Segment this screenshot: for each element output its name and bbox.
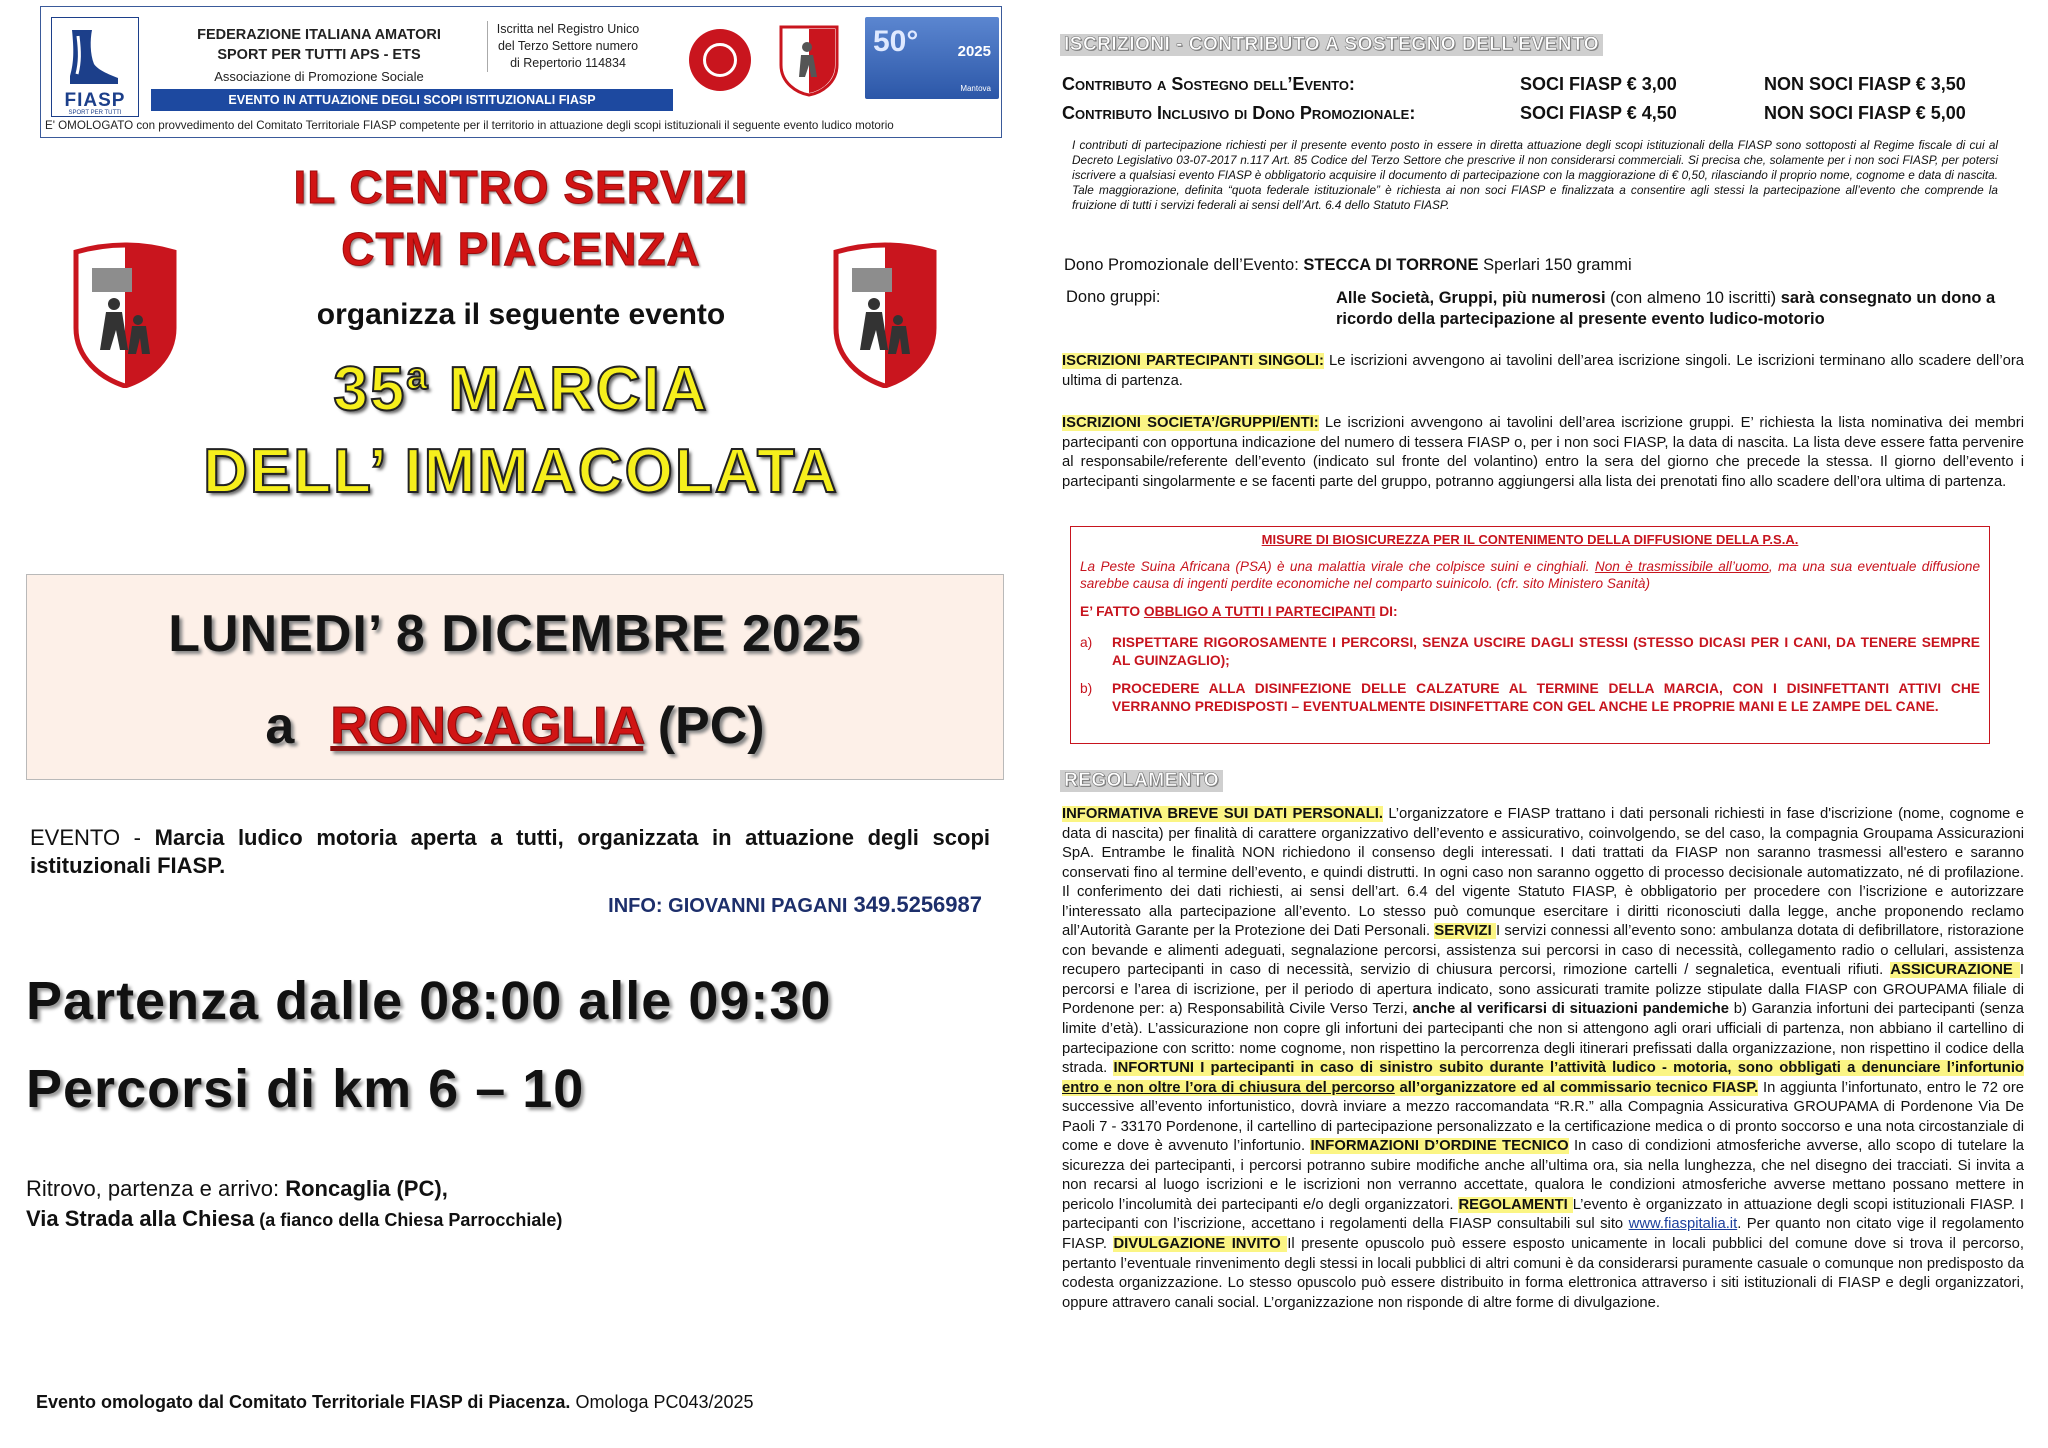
fiasp-boot-icon: [64, 26, 122, 88]
event-edition-sup: a: [406, 355, 430, 398]
gruppi-mid: (con almeno 10 iscritti): [1605, 289, 1781, 307]
event-title1: MARCIA: [429, 355, 709, 424]
iscrizioni-heading: ISCRIZIONI - CONTRIBUTO A SOSTEGNO DELL’EVENTO: [1060, 34, 1603, 56]
regolamento-heading: REGOLAMENTO: [1060, 770, 1223, 792]
item-b-text: PROCEDERE ALLA DISINFEZIONE DELLE CALZATURE AL TERMINE DELLA MARCIA, CON I DISINFETTANTI ATTIVI CHE VERRANNO PREDISPOSTI – EVENTUALMENTE DISINFETTARE CON GEL ANCHE LE PROPRIE MANI E LE ZAMPE DEL CANE.: [1112, 681, 1980, 714]
federazione-line1: FEDERAZIONE ITALIANA AMATORI: [197, 27, 441, 43]
biosicurezza-title: MISURE DI BIOSICUREZZA PER IL CONTENIMENTO DELLA DIFFUSIONE DELLA P.S.A.: [1261, 532, 1799, 547]
evento-istituzionale-bar: EVENTO IN ATTUAZIONE DEGLI SCOPI ISTITUZIONALI FIASP: [151, 89, 673, 111]
psa-u: Non è trasmissibile all’uomo: [1594, 559, 1769, 574]
row2-label: Contributo Inclusivo di Dono Promozionale:: [1062, 103, 1416, 123]
partenza-line: Partenza dalle 08:00 alle 09:30: [26, 971, 832, 1031]
ritrovo-street: Via Strada alla Chiesa: [26, 1206, 255, 1231]
logo-50-city: Mantova: [960, 84, 991, 93]
organizer-line1: IL CENTRO SERVIZI: [293, 161, 749, 213]
divulgazione-text: Il presente opuscolo può essere esposto unicamente in locali pubblici del comune dove si trova il percorso, pertanto l’eventuale rinvenimento degli stessi in locali pubblici di altri comuni è da considerarsi puramente casuale o comunque non predisposto da codesta organizzazione. Lo stesso opuscolo può essere distribuito in forma elettronica attraverso i siti istituzionali di FIASP e degli organizzatori, oppure attravero canali social. L’organizzazione non risponde di altre forme di divulgazione.: [1062, 1236, 2025, 1311]
registro-line1: Iscritta nel Registro Unico: [496, 22, 640, 36]
fiasp-50-anniversary-logo: [865, 17, 999, 99]
obbligo-u: OBBLIGO A TUTTI I PARTECIPANTI: [1143, 604, 1376, 619]
fiasp-logo-sub: SPORT PER TUTTI: [68, 110, 122, 116]
organizer-line2: CTM PIACENZA: [341, 223, 701, 275]
ritrovo-label: Ritrovo, partenza e arrivo:: [26, 1176, 286, 1201]
event-place: [26, 696, 1004, 756]
fiasp-logo-text: FIASP: [64, 90, 126, 111]
place-prov: (PC): [643, 697, 765, 755]
row2-nonsoci: NON SOCI FIASP € 5,00: [1764, 103, 1966, 123]
event-edition: 35: [333, 355, 407, 424]
fiasp-logo: [51, 17, 139, 117]
infortuni-text: In aggiunta l’infortunato, entro le 72 ore successive all’evento infortunistico, dovrà inviare a mezzo raccomandata “R.R.” alla Compagnia Assicurativa GROUPAMA di Pordenone Via De Paoli 7 - 33170 Pordenone, il cartellino di partecipazione personalizzato e la certificazione medica o di pronto soccorso e una nota circostanziale di come e dove è avvenuto l’infortunio.: [1062, 1079, 2025, 1155]
info-label: INFO:: [608, 895, 669, 917]
infortuni-b: all’organizzatore ed al commissario tecnico FIASP.: [1394, 1079, 1759, 1096]
societa-text: Le iscrizioni avvengono ai tavolini dell’area iscrizione gruppi. E’ richiesta la lista nominativa dei membri partecipanti con opportuna indicazione del numero di tessera FIASP o, per i non soci FIASP, la data di nascita. La lista deve essere fatta pervenire al responsabile/referente dell’evento (indicato sul fronte del volantino) entro la sera del giorno che precede la stessa. Il giorno dell’evento i partecipanti singolarmente e se facenti parte del gruppo, potranno aggiungersi alla lista dei prenotati fino allo scadere dell’ora ultima di partenza.: [1062, 415, 2024, 490]
ctm-small-shield-icon: [777, 21, 841, 97]
dono-promozionale: [1064, 256, 1994, 275]
privacy-label: INFORMATIVA BREVE SUI DATI PERSONALI.: [1062, 806, 1383, 822]
societa-label: ISCRIZIONI SOCIETA’/GRUPPI/ENTI:: [1062, 415, 1319, 431]
item-a-letter: a): [1080, 635, 1093, 650]
singoli-label: ISCRIZIONI PARTECIPANTI SINGOLI:: [1062, 353, 1324, 369]
divulgazione-label: DIVULGAZIONE INVITO: [1113, 1236, 1288, 1253]
singoli-text: Le iscrizioni avvengono ai tavolini dell’area iscrizione singoli. Le iscrizioni terminano allo scadere dell’ora ultima di partenza.: [1062, 353, 2025, 389]
federazione-title: [161, 25, 477, 65]
registro-line3: di Repertorio 114834: [510, 56, 626, 70]
row1-soci: SOCI FIASP € 3,00: [1520, 74, 1677, 94]
dono-gruppi-label: Dono gruppi:: [1066, 288, 1161, 306]
assicurazione-bold: anche al verificarsi di situazioni pandemiche: [1412, 1001, 1729, 1018]
percorsi-line: Percorsi di km 6 – 10: [26, 1059, 585, 1119]
associazione: Associazione di Promozione Sociale: [214, 69, 424, 84]
dono-label: Dono Promozionale dell’Evento:: [1064, 256, 1304, 274]
regolamenti-text1: L’evento è organizzato in attuazione degli scopi istituzionali FIASP. I partecipanti con l’iscrizione, accettano i regolamenti della FIASP consultabili sul sito: [1062, 1196, 2024, 1233]
servizi-label: SERVIZI: [1434, 923, 1496, 940]
contributi-note: I contributi di partecipazione richiesti per il presente evento posto in essere in diretta attuazione degli scopi istituzionali della FIASP sono sottoposti al Regime fiscale di cui al Decreto Legislativo 03-07-2017 n.117 Art. 85 Codice del Terzo Settore che prescrive il non considerarsi commerciali. Si precisa che, solamente per i non soci FIASP, per potersi iscrivere a qualsiasi evento FIASP è obbligatorio acquisire il documento di partecipazione con la maggiorazione di € 0,50, rilasciando il proprio nome, cognome e data di nascita. Tale maggiorazione, definita “quota federale istituzionale” è richiesta ai non soci FIASP e finalizzata a consentire agli stessi la partecipazione all’evento che comprende la fruizione di tutti i servizi federali ai sensi dell’Art. 6.4 dello Statuto FIASP.: [1072, 138, 1998, 212]
regolamenti-label: REGOLAMENTI: [1458, 1196, 1573, 1213]
privacy-text: L’organizzatore e FIASP trattano i dati personali richiesti in fase d'iscrizione (nome, cognome e data di nascita) per finalità di carattere organizzativo dell’evento e assicurativo, coinvolgendo, se del caso, la compagnia Groupama Assicurazioni SpA. Entrambe le finalità NON richiedono il consenso degli interessati. I dati trattati da FIASP non saranno trasmessi all'estero e saranno conservati fino al termine dell’evento, e quindi distrutti. In ogni caso non saranno oggetto di processo decisionale automatizzato, né di profilazione. Il conferimento dei dati richiesti, ai sensi dell’art. 6.4 del vigente Statuto FIASP, è obbligatorio per procedere con l’iscrizione e autorizzare l’interessato alla partecipazione all’evento. Lo stesso può comunque esercitare i diritti riconosciuti dalla legge, anche proponendo reclamo all’Autorità Garante per la Protezione dei Dati Personali.: [1062, 806, 2025, 940]
row1-label: Contributo a Sostegno dell’Evento:: [1062, 74, 1355, 94]
desc-label: EVENTO -: [30, 825, 155, 850]
logo-50-number: 50°: [873, 25, 919, 58]
item-a-text: RISPETTARE RIGOROSAMENTE I PERCORSI, SENZA USCIRE DAGLI STESSI (STESSO DICASI PER I CANI, DA TENERE SEMPRE AL GUINZAGLIO);: [1112, 635, 1980, 668]
place-prefix: a: [265, 697, 295, 755]
footer-normal: Omologa PC043/2025: [570, 1392, 754, 1412]
info-name: GIOVANNI PAGANI: [668, 895, 848, 917]
iscrizioni-societa: [1062, 414, 2024, 492]
gruppi-bold2: sarà consegnato un dono a ricordo della partecipazione al presente evento ludico-motorio: [1336, 289, 1996, 328]
footer-bold: Evento omologato dal Comitato Territoriale FIASP di Piacenza.: [36, 1392, 571, 1412]
psa-a: La Peste Suina Africana (PSA) è una malattia virale che colpisce suini e cinghiali.: [1080, 559, 1595, 574]
assicurazione-label: ASSICURAZIONE: [1890, 962, 2020, 979]
ritrovo-note: (a fianco della Chiesa Parrocchiale): [254, 1210, 563, 1230]
row2-soci: SOCI FIASP € 4,50: [1520, 103, 1677, 123]
tecnico-label: INFORMAZIONI D’ORDINE TECNICO: [1310, 1138, 1569, 1155]
fiasp-site-link[interactable]: www.fiaspitalia.it: [1628, 1216, 1738, 1233]
dono-bold: STECCA DI TORRONE: [1303, 256, 1479, 274]
event-title-line1: [40, 354, 1002, 425]
event-description: [30, 824, 990, 880]
omologato-note: E' OMOLOGATO con provvedimento del Comitato Territoriale FIASP competente per il territorio in attuazione degli scopi istituzionali il seguente evento ludico motorio: [45, 119, 894, 132]
place-town: RONCAGLIA: [330, 697, 644, 755]
gruppi-bold1: Alle Società, Gruppi, più numerosi: [1336, 289, 1606, 307]
obbligo-a: E’ FATTO: [1080, 604, 1144, 619]
infortuni-u: entro e non oltre l’ora di chiusura del percorso: [1062, 1079, 1395, 1096]
regolamenti-text2: . Per quanto non citato vige il regolamento FIASP.: [1062, 1216, 2024, 1253]
infortuni-a: INFORTUNI I partecipanti in caso di sinistro subito durante l’attività ludico - motoria, sono obbligati a denunciare l’infortunio: [1113, 1060, 2024, 1077]
logo-50-year: 2025: [957, 43, 991, 60]
servizi-text: I servizi connessi all’evento sono: ambulanza dotata di defibrillatore, ristorazione con bevande e alimenti adeguati, segnalazione percorsi, assistenza sui percorsi in caso di necessità, collegamento radio o cellulari, assistenza recupero partecipanti in caso di necessità, servizio di chiusura percorsi, rimozione cartelli / segnaletica, eventuali rifiuti.: [1062, 923, 2024, 979]
fiasp-header-box: [40, 6, 1002, 138]
obbligo-b: DI:: [1375, 604, 1398, 619]
assicurazione-text1: I percorsi e l’area di iscrizione, per il periodo di apertura indicato, sono assicurati tramite polizze stipulate dalla FIASP con GROUPAMA filiale di Pordenone per: a) Responsabilità Civile Verso Terzi,: [1062, 962, 2024, 1018]
psa-b: , ma una sua eventuale diffusione sarebbe causa di ingenti perdite economiche nel comparto suinicolo. (cfr. sito Ministero Sanità): [1080, 559, 1981, 591]
ritrovo-line1: [26, 1176, 1006, 1202]
iscrizioni-singoli: [1062, 352, 2024, 391]
dono-gruppi-text: [1336, 288, 2012, 330]
federazione-line2: SPORT PER TUTTI APS - ETS: [217, 47, 421, 63]
red-round-logo-icon: [689, 29, 751, 91]
assicurazione-text2: b) Garanzia infortuni dei partecipanti (senza limite d’età). L’assicurazione non copre gli infortuni dei partecipanti che non si attengono agli orari ufficiali di partenza, non abbiano il cartellino di partecipazione con scritto: nome cognome, non rispettino la percorrenza degli itinerari prefissati dalla organizzazione, non rispettino il codice della strada.: [1062, 1001, 2025, 1077]
info-phone: 349.5256987: [847, 892, 982, 917]
registro-line2: del Terzo Settore numero: [497, 39, 639, 53]
tecnico-text: In caso di condizioni atmosferiche avverse, allo scopo di tutelare la sicurezza dei partecipanti, i percorsi potranno subire modifiche anche all’ultima ora, sia nella lunghezza, che nel disegno dei tracciati. Si invita a non recarsi al luogo iscrizioni e le iscrizioni non verranno accettate, qualora le condizioni atmosferiche avverse mettano possano mettere in pericolo l’incolumità dei partecipanti e/o degli organizzatori.: [1062, 1138, 2024, 1213]
dono-rest: Sperlari 150 grammi: [1478, 256, 1632, 274]
organizer-sub: organizza il seguente evento: [316, 298, 726, 331]
obbligo-line: [1080, 604, 1980, 619]
regolamento-text: [1062, 805, 2024, 1313]
ritrovo-line2: [26, 1206, 1006, 1232]
item-b-letter: b): [1080, 681, 1093, 696]
psa-description: [1080, 558, 1980, 592]
event-date: LUNEDI’ 8 DICEMBRE 2025: [168, 605, 862, 663]
registro-unico: [487, 21, 644, 72]
row1-nonsoci: NON SOCI FIASP € 3,50: [1764, 74, 1966, 94]
info-contact: [30, 892, 982, 918]
ritrovo-place: Roncaglia (PC),: [285, 1176, 448, 1201]
event-title-line2: DELL’ IMMACOLATA: [203, 437, 839, 506]
footer-omologa: [36, 1392, 996, 1413]
desc-text: Marcia ludico motoria aperta a tutti, organizzata in attuazione degli scopi istituzionali FIASP.: [30, 825, 990, 878]
